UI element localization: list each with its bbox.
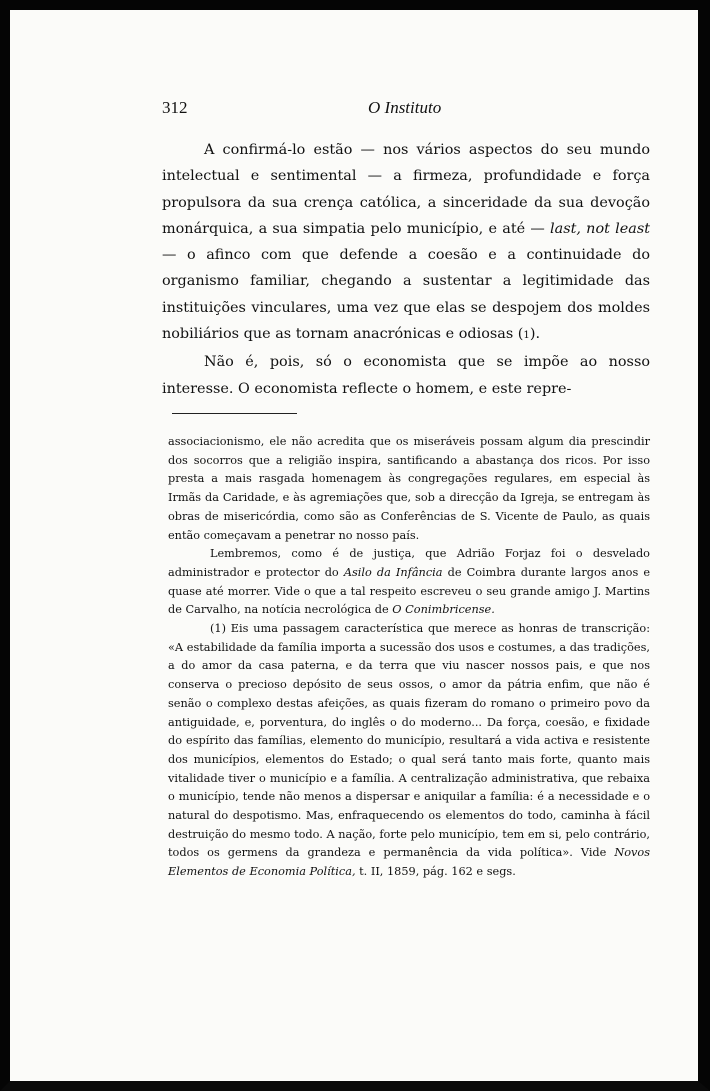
footnote-continuation-1: associacionismo, ele não acredita que os miseráveis possam algum dia prescindir dos socorros que a religião inspira, santificando a abastança dos ricos. Por isso presta a mais rasgada homenagem às congregações regulares, em especial às Irmãs da Caridade, e às agremiações que, sob a direcção da Igreja, se entregam às obras de misericórdia, como são as Conferências de S. Vicente de Paulo, as quais então começavam a penetrar no nosso país.	[168, 435, 650, 542]
paragraph-1-text-c: ).	[529, 326, 541, 343]
paragraph-1-italic: last, not least	[550, 220, 651, 237]
footnote-1-text-a: Eis uma passagem característica que merece as honras de transcrição: «A estabilidade da família importa a sucessão dos usos e costumes, a das tradições, a do amor da casa paterna, e da terra que viu nascer nossos pais, e que nos conserva o precioso depósito de seus ossos, o amor da pátria enfim, que não é senão o complexo destas afeições, as quais fizeram do romano o primeiro povo da antiguidade, e, porventura, do inglês o do moderno... Da força, coesão, e fixidade do espírito das famílias, elemento do município, resultará a vida activa e resistente dos municípios, elementos do Estado; o qual será tanto mais forte, quanto mais vitalidade tiver o município e a família. A centralização administrativa, que rebaixa o município, tende não menos a dispersar e aniquilar a família: é a necessidade e o natural do despotismo. Mas, enfraquecendo os elementos do todo, caminha à fácil destruição do mesmo todo. A nação, forte pelo município, tem em si, pelo contrário, todos os germens da grandeza e permanência da vida política». Vide	[168, 622, 650, 860]
footnote-1-italic: Novos Elementos de Economia Política,	[168, 846, 650, 879]
footnote-rule	[172, 413, 297, 414]
footnote-1-marker: (1)	[210, 622, 227, 636]
paragraph-1	[162, 137, 650, 349]
footnote-italic-asilo: Asilo da Infância	[343, 565, 443, 579]
footnote-1	[168, 620, 650, 882]
paragraph-1-text-b: — o afinco com que defende a coesão e a continuidade do organismo familiar, chegando a sustentar a legitimidade das instituições vinculares, uma vez que elas se despojem dos moldes nobiliários que as tornam anacrónicas e odiosas (	[162, 247, 650, 343]
footnote-italic-conimbricense: O Conimbricense.	[392, 603, 495, 617]
footnote-continuation-2-text-a: Lembremos, como é de justiça, que Adrião Forjaz foi o desvelado administrador e protector do	[168, 547, 650, 579]
page-number: 312	[162, 98, 188, 117]
paragraph-1-text-a: A confirmá-lo estão — nos vários aspectos do seu mundo intelectual e sentimental — a firmeza, profundidade e força propulsora da sua crença católica, a sinceridade da sua devoção monárquica, a sua simpatia pelo município, e até —	[162, 142, 650, 237]
footnotes	[168, 433, 650, 882]
paragraph-2: Não é, pois, só o economista que se impõe ao nosso interesse. O economista reflecte o homem, e este repre-	[162, 354, 650, 397]
footnote-continuation-2-text-b: de Coimbra durante largos anos e quase até morrer. Vide o que a tal respeito escreveu o seu grande amigo J. Martins de Carvalho, na notícia necrológica de	[168, 565, 651, 617]
page-header	[162, 98, 562, 122]
running-title: O Instituto	[368, 98, 442, 117]
footnote-continuation-2	[168, 545, 650, 620]
footnote-reference: 1	[523, 330, 530, 342]
footnote-1-text-b: t. II, 1859, pág. 162 e segs.	[359, 865, 516, 879]
main-text	[162, 137, 650, 402]
